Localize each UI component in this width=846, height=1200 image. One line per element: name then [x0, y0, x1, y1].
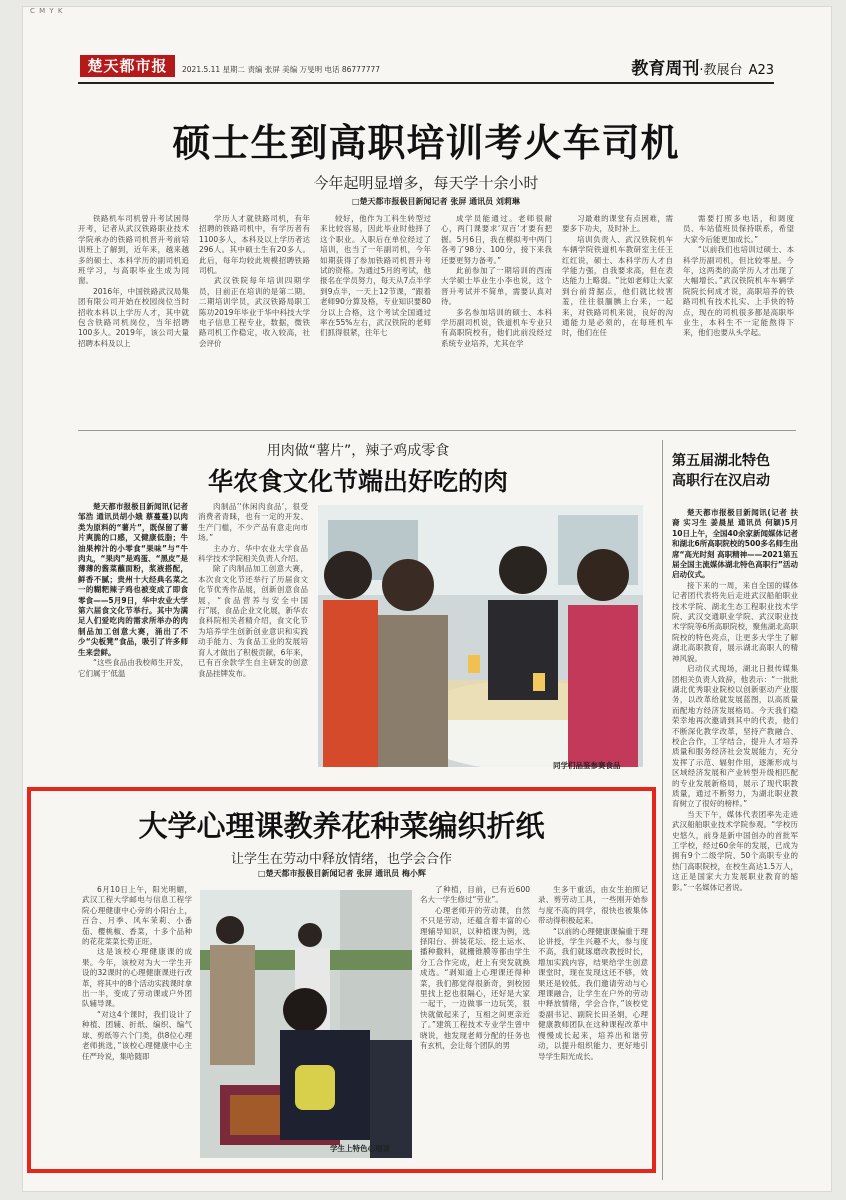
- print-color-mark: C M Y K: [30, 7, 64, 15]
- article3-headline: 大学心理课教养花种菜编织折纸: [138, 809, 545, 843]
- psychology-class-photo: [200, 890, 412, 1158]
- food-festival-photo: [318, 505, 643, 767]
- article3-body-right: [420, 885, 648, 1157]
- sidebar-headline-line2: 高职行在汉启动: [672, 473, 770, 489]
- paragraph: “以前的心理健康课偏重于理论讲授，学生兴趣不大，参与度不高，我们就琢磨改教授时长，增加实践内容，结果给学生创意课堂时，现在发现这还不够，效果还是较低。我们邀请劳动与心理课融合，让学生在户外的劳动中释放情绪，学会合作，”该校党委副书记、副院长田圣娟，心理健康教师团队在这种课程改革中慢慢成长起来，培养出和谐劳动，以提升组织能力、更好地引导学生阳光成长。: [538, 926, 648, 1061]
- paragraph: 这是该校心理健康课的成果。今年，该校对为大一学生开设的32课时的心理健康课进行改革，将其中的8个活动实践课时拿出一半，变成了劳动课或户外团队辅导课。: [82, 947, 192, 1009]
- article2-column: 肉制品’‘休闲肉食品’，很受消费者青睐，也有一定的开发、生产门槛，不少产品有意走向市场。” 主办方、华中农业大学食品科学技术学院相关负责人介绍。 除了肉制品加工创意大赛，本次食文化节还举行了历届食文化节优秀作品展，创新创意食品展，“食品营养与安全中国行”展，食品企业文化展，新华农食科院相关者精介绍，食文化节为培养学生创新创业意识和实践动手能力、为食品工业的发展培育人才做出了积极贡献，6年来，已有百余款学生自主研发的创意食品挂牌发布。: [198, 502, 308, 678]
- article3-byline: □楚天都市报极目新闻记者 张屏 通讯员 梅小辉: [258, 869, 426, 878]
- article1-byline: □楚天都市报极目新闻记者 张屏 通讯员 刘莉琳: [352, 197, 520, 206]
- section-divider: [78, 430, 796, 431]
- paragraph: “以前我们也培训过硕士、本科学历副司机，但比较零星。今年，这两类的高学历人才出现了大幅增长。”武汉铁院机车车辆学院院长何成才说，高职培养的铁路司机有技术扎实、上手快的特点，现在的司机很多都是高职毕业生，本科生不一定能熬得下来，他们也要从头学起。: [683, 245, 794, 338]
- paragraph: 2016年，中国铁路武汉局集团有限公司开始在校园岗位当时招收本科以上学历人才，其中就包含铁路司机岗位，当年招聘100多人。2019年，该公司大量招聘本科及以上: [78, 286, 189, 348]
- article2-column: 楚天都市报极目新闻讯(记者邹浩 通讯员胡小娥 蔡蔓蔓)以肉类为原料的“薯片”，既保留了薯片爽脆的口感，又健康低脂；牛油果榨汁的小零食“果味”与“牛肉丸，“果肉”是鸡蛋、“黑皮”是薄薄的酱菜蘸面粉，浆液搭配，鲜香不腻；贵州十大经典名菜之一的糊粑辣子鸡也被变成了即食零食——5月9日，华中农业大学第六届食文化节举行。其中为满足人们爱吃肉的需求所举办的肉制品加工创意大赛，涌出了不少“尖板凳”食品，吸引了许多师生来尝鲜。 “这些食品由我校师生开发，它们属于‘低温: [78, 502, 188, 678]
- article1-body: [78, 214, 796, 422]
- paragraph: 心理老师开的劳动课，自然不只是劳动，还蕴含着丰富的心理辅导知识，以种植课为例，选择阳台、拼装花坛、挖土运水、播种撒料，就栅锥膜等都由学生分工合作完成，赶上有突发就换成选。“剥知道上心理课还得种菜，我们都觉得很新奇，到校园里找上挖也很隔心，还好是大家一起干，一边做事一边玩笑，很快就做起来了，互相之间更亲近了。”建筑工程技术专业学生曾中晓说，他发现老师分配的任务也有玄机，会让每个团队的男: [420, 905, 530, 1051]
- article1-subheadline: 今年起明显增多，每天学十余小时: [313, 174, 539, 192]
- section-title: [631, 54, 774, 79]
- psychology-photo-caption: 学生上特色心理课: [330, 1144, 390, 1153]
- article3-body-left: [82, 885, 194, 1155]
- section-subname: ·教展台: [699, 63, 743, 78]
- article2-kicker: 用肉做“薯片”，辣子鸡成零食: [266, 443, 450, 459]
- issue-meta: 2021.5.11 星期二 责编 张屏 美编 万旻明 电话 86777777: [182, 65, 381, 74]
- paragraph: 除了肉制品加工创意大赛，本次食文化节还举行了历届食文化节优秀作品展，创新创意食品展，“食品营养与安全中国行”展，食品企业文化展，新华农食科院相关者精介绍，食文化节为培养学生创新创业意识和实践动手能力、为食品工业的发展培育人才做出了积极贡献，6年来，已有百余款学生自主研发的创意食品挂牌发布。: [198, 564, 308, 678]
- sidebar-column: 楚天都市报极目新闻讯(记者 扶裔 实习生 姜晨星 通讯员 何颖)5月10日上午，全国40余家新闻媒体记者和湖北6所高职院校的500多名师生出席“高光时刻 高职精神——2021第五届全国主流媒体湖北特色高职行”活动启动仪式。 接下来的一周，来自全国的媒体记者团代表将先后走进武汉船舶职业技术学院、湖北生态工程职业技术学院、武汉交通职业学院、武汉职业技术学院等6所高职院校，聚焦湖北高职院校的特色亮点，让更多大学生了解湖北高职教育，展示湖北高职人的精神风貌。 启动仪式现场，湖北日报传媒集团相关负责人致辞，他表示：“一批批湖北优秀职业院校以创新驱动产业服务，以改革给就发展蓝图，以高质量而配地方经济发展格局。今天我们稳荣幸地再次邀请到其中的代表，他们不断深化教学改革，坚持产教融合、校企合作，工学结合，提升人才培养质量和服务经济社会发展能力，充分发挥了示范、辐射作用，逐渐形成与区域经济发展和产业转型升级相匹配的专业发展新格局，展示了现代职教质量，通过不断努力，为湖北职业教育树立了很好的榜样。” 当天下午，媒体代表团率先走进武汉船舶职业技术学院参观。“学校历史悠久，前身是新中国创办的首批军工学校，经过60余年的发展，已成为拥有9个二级学院、50个高职专业的热门高职院校，在校生高达1.5万人，这正是国家大力发展职业教育的缩影。”一名媒体记者说。: [672, 508, 798, 892]
- masthead: [78, 52, 774, 84]
- article3-column: 了种植，目前，已有近600名大一学生修过“劳业”。 心理老师开的劳动课，自然不只是劳动，还蕴含着丰富的心理辅导知识，以种植课为例，选择阳台、拼装花坛、挖土运水、播种撒料，就栅锥膜等都由学生分工合作完成，赶上有突发就换成选。“剥知道上心理课还得种菜，我们都觉得很新奇，到校园里找上挖也很隔心，还好是大家一起干，一边做事一边玩笑，很快就做起来了，互相之间更亲近了。”建筑工程技术专业学生曾中晓说，他发现老师分配的任务也有玄机，会让每个团队的男: [420, 885, 530, 1051]
- food-photo-caption: 同学们品鉴参赛食品: [553, 761, 621, 770]
- article1-column: 学历人才就铁路司机，有年招聘的铁路司机中，有学历者有1100多人，本科及以上学历者达296人。其中硕士生有20多人。此后，每年均较此规模招聘铁路司机。 武汉铁院每年培训四期学员，目前正在培训的是第二期。二期培训学员，武汉铁路局职工陈功2019年毕业于华中科技大学电子信息工程专业，数据，微铁路司机工作稳定，收入较高，社会评价: [199, 214, 310, 348]
- paragraph: 武汉铁院每年培训四期学员，目前正在培训的是第二期。二期培训学员，武汉铁路局职工陈功2019年毕业于华中科技大学电子信息工程专业，数据，微铁路司机工作稳定，收入较高，社会评价: [199, 276, 310, 348]
- article1-column: 铁路机车司机曾升考试困得开考，记者从武汉铁路职业技术学院承办的铁路司机晋升考前培训班上了解到，近年来，越来越多的硕士、本科学历的副司机追班学习，与高职毕业生成为同窗。 2016年，中国铁路武汉局集团有限公司开始在校园岗位当时招收本科以上学历人才，其中就包含铁路司机岗位，当年招聘100多人。2019年，该公司大量招聘本科及以上: [78, 214, 189, 348]
- sidebar-headline-line1: 第五届湖北特色: [672, 453, 770, 469]
- article1-column: 成学员能通过。老师很耐心，两门课要求‘双百’才要有把握。5月6日，我在模拟考中两门各考了98分、100分，接下来我还要更努力备考。” 此前参加了一期培训的西南大学硕士毕业生小李也说，这个晋升考试并不简单，需要认真对待。 多名参加培训的硕士、本科学历副司机说，铁道机车专业只有高职院校有，他们此前没经过系统专业培养，尤其在学: [441, 214, 552, 348]
- article2-body: [78, 502, 308, 778]
- sidebar-divider: [662, 440, 663, 1180]
- paragraph: 多名参加培训的硕士、本科学历副司机说，铁道机车专业只有高职院校有，他们此前没经过系统专业培养，尤其在学: [441, 307, 552, 348]
- article2-headline: 华农食文化节端出好吃的肉: [207, 467, 508, 496]
- newspaper-logo: 楚天都市报: [80, 55, 175, 77]
- article3-column: 6月10日上午，阳光明媚，武汉工程大学邮电与信息工程学院心理健康中心旁的小阳台上，百合、月季、风车茉莉、小番茄、樱桃椒、香菜，十多个品种的花花菜菜长势正旺。 这是该校心理健康课的成果。今年，该校对为大一学生开设的32课时的心理健康课进行改革，将其中的8个活动实践课时拿出一半，变成了劳动课或户外团队辅导课。 “对这4个课时，我们设计了种植、团辅、折纸、编织、编气球、剪纸等六个门类，供8位心理老师挑选，”该校心理健康中心主任严玲说，集哈随即: [82, 885, 192, 1061]
- article3-column: 生多干重活，由女生拍照记录、剪劳动工具，一些刚开始参与度不高的同学，很快也被集体带动得积极起来。 “以前的心理健康课偏重于理论讲授，学生兴趣不大，参与度不高，我们就琢磨改教授时长，增加实践内容，结果给学生创意课堂时，现在发现这还不够，效果还是较低。我们邀请劳动与心理课融合，让学生在户外的劳动中释放情绪，学会合作，”该校党委副书记、副院长田圣娟，心理健康教师团队在这种课程改革中慢慢成长起来，培养出和谐劳动，以提升组织能力、更好地引导学生阳光成长。: [538, 885, 648, 1061]
- paragraph: “这些食品由我校师生开发，它们属于‘低温: [78, 658, 188, 678]
- section-name: 教育周刊: [631, 59, 700, 79]
- paragraph: 培训负责人、武汉铁院机车车辆学院铁道机车教研室主任王红红说，硕士、本科学历人才自学能力强，自我要求高，但在表达能力上略弱。“比如老师让大家到台前背据点，他们就比较害羞，往往很腼腆上台来，一起来，对铁路司机来说，良好的沟通能力是必须的，在每班机车时，他们在任: [562, 234, 673, 338]
- article1-column: 较好，他作为工科生转型过来比较容易，因此毕业时他择了这个职业。入职后在单位经过了培训，也当了一年副司机，今年如期获得了参加铁路司机晋升考试的资格。为通过5月的考试，他报名在学员努力，每天从7点半学到9点半，一天上12节课，“跟着老师90分算及格，专业知识要80分以上合格，这个考试全国通过率在55%左右，武汉铁院的老师们抓得很紧，往年七: [320, 214, 431, 338]
- paragraph: 此前参加了一期培训的西南大学硕士毕业生小李也说，这个晋升考试并不简单，需要认真对待。: [441, 266, 552, 307]
- paragraph: 当天下午，媒体代表团率先走进武汉船舶职业技术学院参观。“学校历史悠久，前身是新中国创办的首批军工学校，经过60余年的发展，已成为拥有9个二级学院、50个高职专业的热门高职院校，在校生高达1.5万人，这正是国家大力发展职业教育的缩影。”一名媒体记者说。: [672, 809, 798, 892]
- food-festival-image: [318, 505, 643, 767]
- sidebar-body: [672, 508, 800, 1168]
- article3-subheadline: 让学生在劳动中释放情绪，也学会合作: [230, 852, 452, 867]
- paragraph: “对这4个课时，我们设计了种植、团辅、折纸、编织、编气球、剪纸等六个门类，供8位心理老师挑选，”该校心理健康中心主任严玲说，集哈随即: [82, 1009, 192, 1061]
- article1-column: 需要打照多电话，和调度员、车站值班员保持联系，希望大家今后能更加成长。” “以前我们也培训过硕士、本科学历副司机，但比较零星。今年，这两类的高学历人才出现了大幅增长。”武汉铁院机车车辆学院院长何成才说，高职培养的铁路司机有技术扎实、上手快的特点，现在的司机很多都是高职毕业生，本科生不一定能熬得下来，他们也要从头学起。: [683, 214, 794, 338]
- page-number: A23: [748, 63, 774, 78]
- psychology-class-image: [200, 890, 412, 1158]
- article1-column: 习最难的课堂有点困难，需要多下功夫，及时补上。 培训负责人、武汉铁院机车车辆学院铁道机车教研室主任王红红说，硕士、本科学历人才自学能力强，自我要求高，但在表达能力上略弱。“比如老师让大家到台前背据点，他们就比较害羞，往往很腼腆上台来，一起来，对铁路司机来说，良好的沟通能力是必须的，在每班机车时，他们在任: [562, 214, 673, 338]
- article1-headline: 硕士生到高职培训考火车司机: [172, 121, 680, 165]
- paragraph: 启动仪式现场，湖北日报传媒集团相关负责人致辞，他表示：“一批批湖北优秀职业院校以创新驱动产业服务，以改革给就发展蓝图，以高质量而配地方经济发展格局。今天我们稳荣幸地再次邀请到其中的代表，他们不断深化教学改革，坚持产教融合、校企合作，工学结合，提升人才培养质量和服务经济社会发展能力，充分发挥了示范、辐射作用，逐渐形成与区域经济发展和产业转型升级相匹配的专业发展新格局，展示了现代职教质量，通过不断努力，为湖北职业教育树立了很好的榜样。”: [672, 664, 798, 809]
- paragraph: 主办方、华中农业大学食品科学技术学院相关负责人介绍。: [198, 543, 308, 564]
